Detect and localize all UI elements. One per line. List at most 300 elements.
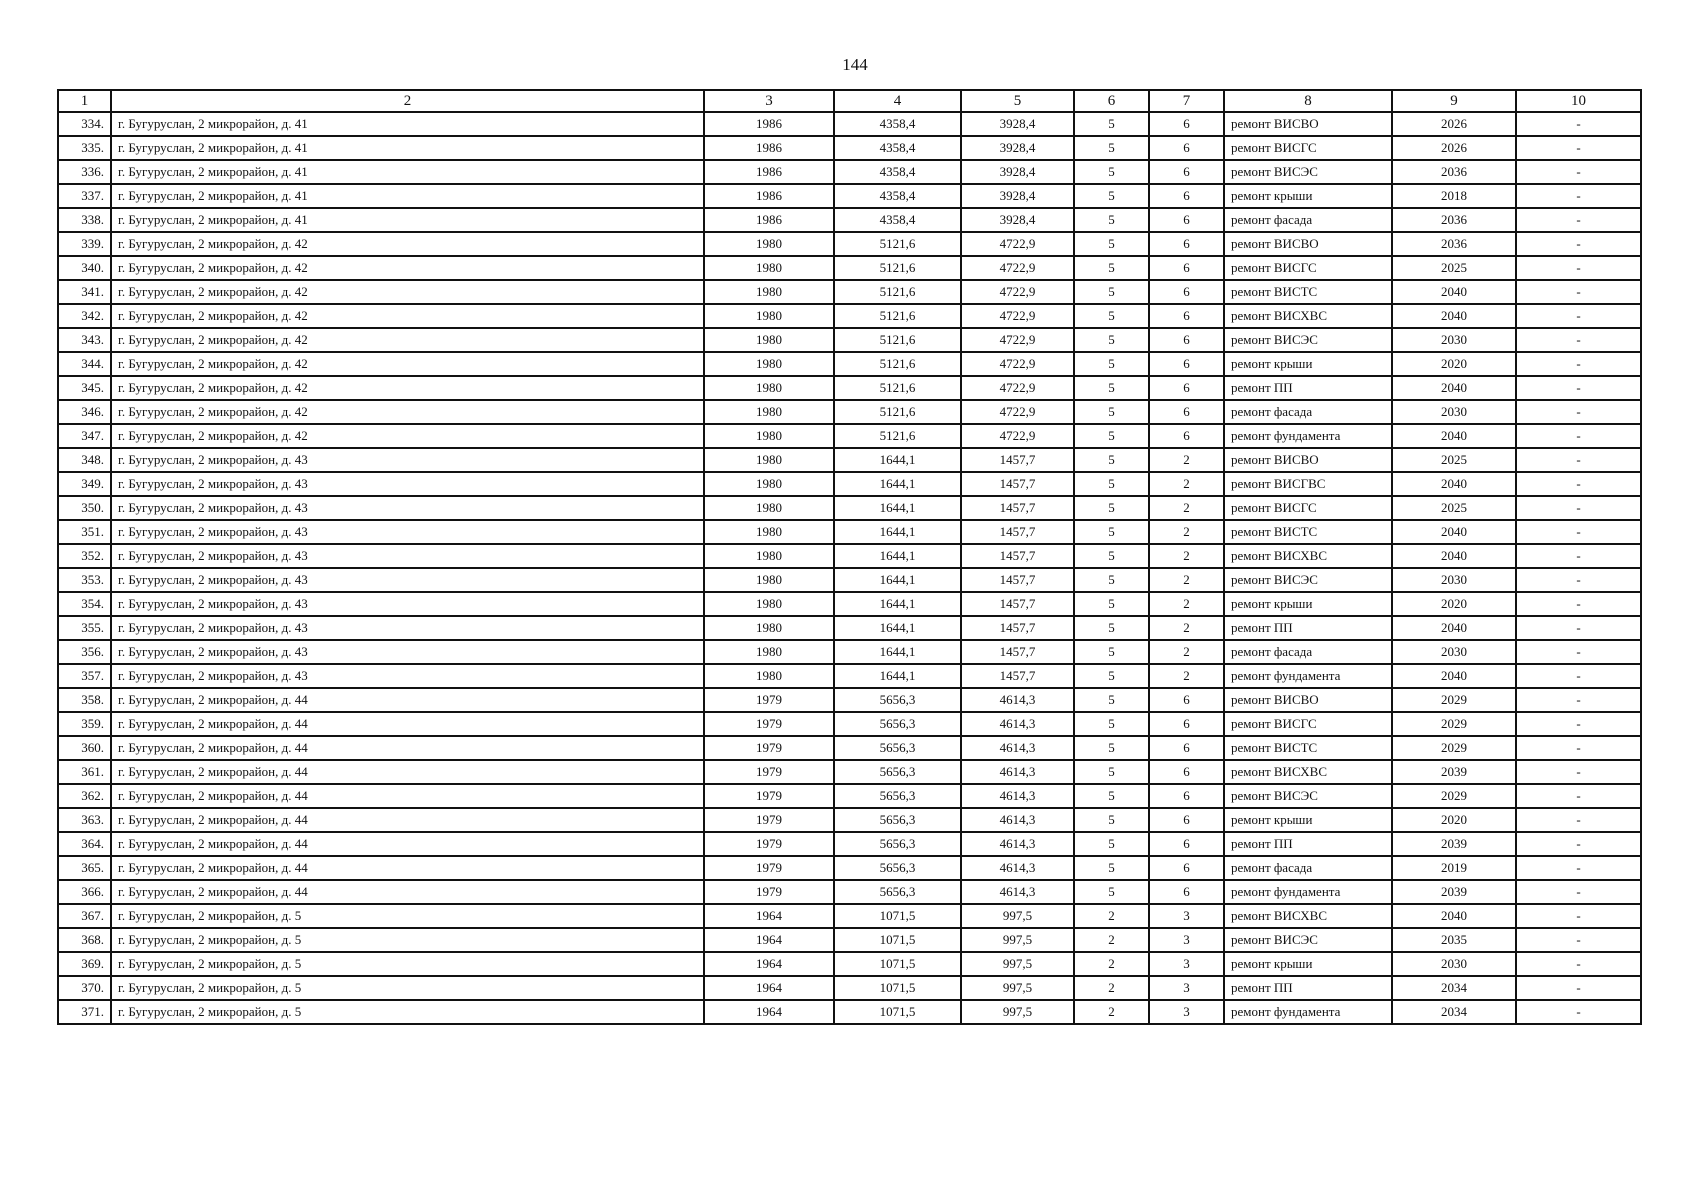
table-row bbox=[58, 688, 1641, 712]
build-year-cell: 1980 bbox=[704, 568, 834, 592]
row-number-cell: 365. bbox=[58, 856, 111, 880]
table-row bbox=[58, 592, 1641, 616]
row-number-cell: 368. bbox=[58, 928, 111, 952]
total-area-cell: 1071,5 bbox=[834, 976, 961, 1000]
note-cell: - bbox=[1516, 904, 1641, 928]
row-number-cell: 355. bbox=[58, 616, 111, 640]
build-year-cell: 1980 bbox=[704, 424, 834, 448]
note-cell: - bbox=[1516, 520, 1641, 544]
plan-year-cell: 2025 bbox=[1392, 448, 1516, 472]
work-type-cell: ремонт ПП bbox=[1224, 376, 1392, 400]
total-area-cell: 1644,1 bbox=[834, 472, 961, 496]
row-number-cell: 364. bbox=[58, 832, 111, 856]
row-number-cell: 345. bbox=[58, 376, 111, 400]
build-year-cell: 1964 bbox=[704, 952, 834, 976]
floors-cell: 5 bbox=[1074, 208, 1149, 232]
residential-area-cell: 1457,7 bbox=[961, 472, 1074, 496]
entrances-cell: 6 bbox=[1149, 352, 1224, 376]
residential-area-cell: 1457,7 bbox=[961, 448, 1074, 472]
plan-year-cell: 2030 bbox=[1392, 952, 1516, 976]
residential-area-cell: 3928,4 bbox=[961, 160, 1074, 184]
work-type-cell: ремонт ВИСВО bbox=[1224, 448, 1392, 472]
residential-area-cell: 3928,4 bbox=[961, 112, 1074, 136]
plan-year-cell: 2040 bbox=[1392, 544, 1516, 568]
table-row bbox=[58, 112, 1641, 136]
work-type-cell: ремонт ВИСТС bbox=[1224, 736, 1392, 760]
build-year-cell: 1979 bbox=[704, 784, 834, 808]
total-area-cell: 1644,1 bbox=[834, 640, 961, 664]
address-cell: г. Бугуруслан, 2 микрорайон, д. 41 bbox=[111, 136, 704, 160]
plan-year-cell: 2018 bbox=[1392, 184, 1516, 208]
address-cell: г. Бугуруслан, 2 микрорайон, д. 43 bbox=[111, 616, 704, 640]
total-area-cell: 1071,5 bbox=[834, 928, 961, 952]
plan-year-cell: 2040 bbox=[1392, 904, 1516, 928]
floors-cell: 5 bbox=[1074, 640, 1149, 664]
header-cell: 8 bbox=[1224, 90, 1392, 112]
table-row bbox=[58, 928, 1641, 952]
work-type-cell: ремонт ВИСВО bbox=[1224, 232, 1392, 256]
residential-area-cell: 4614,3 bbox=[961, 784, 1074, 808]
address-cell: г. Бугуруслан, 2 микрорайон, д. 42 bbox=[111, 256, 704, 280]
table-row bbox=[58, 424, 1641, 448]
row-number-cell: 340. bbox=[58, 256, 111, 280]
build-year-cell: 1986 bbox=[704, 112, 834, 136]
header-cell: 10 bbox=[1516, 90, 1641, 112]
row-number-cell: 356. bbox=[58, 640, 111, 664]
total-area-cell: 4358,4 bbox=[834, 136, 961, 160]
row-number-cell: 353. bbox=[58, 568, 111, 592]
build-year-cell: 1980 bbox=[704, 304, 834, 328]
table-row bbox=[58, 736, 1641, 760]
table-row bbox=[58, 184, 1641, 208]
note-cell: - bbox=[1516, 592, 1641, 616]
note-cell: - bbox=[1516, 664, 1641, 688]
entrances-cell: 6 bbox=[1149, 712, 1224, 736]
note-cell: - bbox=[1516, 352, 1641, 376]
entrances-cell: 6 bbox=[1149, 112, 1224, 136]
entrances-cell: 6 bbox=[1149, 736, 1224, 760]
total-area-cell: 1644,1 bbox=[834, 568, 961, 592]
table-body bbox=[58, 112, 1641, 1024]
plan-year-cell: 2029 bbox=[1392, 712, 1516, 736]
address-cell: г. Бугуруслан, 2 микрорайон, д. 5 bbox=[111, 1000, 704, 1024]
floors-cell: 5 bbox=[1074, 304, 1149, 328]
note-cell: - bbox=[1516, 184, 1641, 208]
entrances-cell: 6 bbox=[1149, 832, 1224, 856]
note-cell: - bbox=[1516, 760, 1641, 784]
row-number-cell: 334. bbox=[58, 112, 111, 136]
note-cell: - bbox=[1516, 808, 1641, 832]
floors-cell: 2 bbox=[1074, 976, 1149, 1000]
address-cell: г. Бугуруслан, 2 микрорайон, д. 42 bbox=[111, 304, 704, 328]
note-cell: - bbox=[1516, 640, 1641, 664]
work-type-cell: ремонт ВИСЭС bbox=[1224, 928, 1392, 952]
entrances-cell: 6 bbox=[1149, 256, 1224, 280]
note-cell: - bbox=[1516, 280, 1641, 304]
address-cell: г. Бугуруслан, 2 микрорайон, д. 5 bbox=[111, 952, 704, 976]
floors-cell: 5 bbox=[1074, 544, 1149, 568]
plan-year-cell: 2040 bbox=[1392, 304, 1516, 328]
plan-year-cell: 2030 bbox=[1392, 568, 1516, 592]
row-number-cell: 344. bbox=[58, 352, 111, 376]
floors-cell: 5 bbox=[1074, 400, 1149, 424]
plan-year-cell: 2040 bbox=[1392, 616, 1516, 640]
address-cell: г. Бугуруслан, 2 микрорайон, д. 41 bbox=[111, 160, 704, 184]
residential-area-cell: 4614,3 bbox=[961, 856, 1074, 880]
build-year-cell: 1979 bbox=[704, 832, 834, 856]
header-cell: 6 bbox=[1074, 90, 1149, 112]
plan-year-cell: 2030 bbox=[1392, 400, 1516, 424]
total-area-cell: 5656,3 bbox=[834, 712, 961, 736]
work-type-cell: ремонт ВИСГС bbox=[1224, 256, 1392, 280]
work-type-cell: ремонт ВИСХВС bbox=[1224, 760, 1392, 784]
total-area-cell: 1071,5 bbox=[834, 904, 961, 928]
total-area-cell: 5121,6 bbox=[834, 232, 961, 256]
entrances-cell: 6 bbox=[1149, 280, 1224, 304]
entrances-cell: 3 bbox=[1149, 1000, 1224, 1024]
build-year-cell: 1980 bbox=[704, 280, 834, 304]
address-cell: г. Бугуруслан, 2 микрорайон, д. 43 bbox=[111, 472, 704, 496]
row-number-cell: 347. bbox=[58, 424, 111, 448]
total-area-cell: 1644,1 bbox=[834, 592, 961, 616]
build-year-cell: 1979 bbox=[704, 736, 834, 760]
note-cell: - bbox=[1516, 976, 1641, 1000]
header-cell: 4 bbox=[834, 90, 961, 112]
table-row bbox=[58, 1000, 1641, 1024]
build-year-cell: 1980 bbox=[704, 616, 834, 640]
entrances-cell: 2 bbox=[1149, 640, 1224, 664]
address-cell: г. Бугуруслан, 2 микрорайон, д. 43 bbox=[111, 592, 704, 616]
residential-area-cell: 1457,7 bbox=[961, 616, 1074, 640]
note-cell: - bbox=[1516, 688, 1641, 712]
total-area-cell: 1644,1 bbox=[834, 448, 961, 472]
build-year-cell: 1979 bbox=[704, 760, 834, 784]
note-cell: - bbox=[1516, 424, 1641, 448]
row-number-cell: 348. bbox=[58, 448, 111, 472]
row-number-cell: 351. bbox=[58, 520, 111, 544]
work-type-cell: ремонт ВИСВО bbox=[1224, 688, 1392, 712]
work-type-cell: ремонт фундамента bbox=[1224, 1000, 1392, 1024]
address-cell: г. Бугуруслан, 2 микрорайон, д. 42 bbox=[111, 376, 704, 400]
table-row bbox=[58, 352, 1641, 376]
row-number-cell: 343. bbox=[58, 328, 111, 352]
row-number-cell: 371. bbox=[58, 1000, 111, 1024]
note-cell: - bbox=[1516, 112, 1641, 136]
address-cell: г. Бугуруслан, 2 микрорайон, д. 43 bbox=[111, 568, 704, 592]
row-number-cell: 370. bbox=[58, 976, 111, 1000]
build-year-cell: 1979 bbox=[704, 688, 834, 712]
residential-area-cell: 4614,3 bbox=[961, 736, 1074, 760]
plan-year-cell: 2040 bbox=[1392, 424, 1516, 448]
residential-area-cell: 1457,7 bbox=[961, 592, 1074, 616]
table-row bbox=[58, 856, 1641, 880]
total-area-cell: 5121,6 bbox=[834, 304, 961, 328]
work-type-cell: ремонт ВИСГС bbox=[1224, 712, 1392, 736]
plan-year-cell: 2025 bbox=[1392, 256, 1516, 280]
residential-area-cell: 1457,7 bbox=[961, 568, 1074, 592]
residential-area-cell: 997,5 bbox=[961, 928, 1074, 952]
floors-cell: 5 bbox=[1074, 136, 1149, 160]
build-year-cell: 1980 bbox=[704, 352, 834, 376]
floors-cell: 5 bbox=[1074, 688, 1149, 712]
work-type-cell: ремонт крыши bbox=[1224, 352, 1392, 376]
work-type-cell: ремонт ВИСХВС bbox=[1224, 904, 1392, 928]
residential-area-cell: 1457,7 bbox=[961, 640, 1074, 664]
total-area-cell: 4358,4 bbox=[834, 208, 961, 232]
note-cell: - bbox=[1516, 400, 1641, 424]
address-cell: г. Бугуруслан, 2 микрорайон, д. 41 bbox=[111, 208, 704, 232]
address-cell: г. Бугуруслан, 2 микрорайон, д. 43 bbox=[111, 664, 704, 688]
table-row bbox=[58, 400, 1641, 424]
build-year-cell: 1979 bbox=[704, 712, 834, 736]
plan-year-cell: 2036 bbox=[1392, 160, 1516, 184]
plan-year-cell: 2040 bbox=[1392, 520, 1516, 544]
entrances-cell: 6 bbox=[1149, 880, 1224, 904]
total-area-cell: 5121,6 bbox=[834, 280, 961, 304]
note-cell: - bbox=[1516, 160, 1641, 184]
floors-cell: 5 bbox=[1074, 592, 1149, 616]
plan-year-cell: 2036 bbox=[1392, 232, 1516, 256]
entrances-cell: 2 bbox=[1149, 496, 1224, 520]
row-number-cell: 346. bbox=[58, 400, 111, 424]
entrances-cell: 3 bbox=[1149, 976, 1224, 1000]
table-row bbox=[58, 784, 1641, 808]
floors-cell: 5 bbox=[1074, 496, 1149, 520]
address-cell: г. Бугуруслан, 2 микрорайон, д. 43 bbox=[111, 496, 704, 520]
residential-area-cell: 4614,3 bbox=[961, 688, 1074, 712]
work-type-cell: ремонт ВИСТС bbox=[1224, 520, 1392, 544]
table-row bbox=[58, 256, 1641, 280]
table-row bbox=[58, 880, 1641, 904]
table-row bbox=[58, 904, 1641, 928]
note-cell: - bbox=[1516, 544, 1641, 568]
address-cell: г. Бугуруслан, 2 микрорайон, д. 44 bbox=[111, 880, 704, 904]
plan-year-cell: 2039 bbox=[1392, 832, 1516, 856]
address-cell: г. Бугуруслан, 2 микрорайон, д. 42 bbox=[111, 424, 704, 448]
row-number-cell: 336. bbox=[58, 160, 111, 184]
work-type-cell: ремонт ПП bbox=[1224, 832, 1392, 856]
total-area-cell: 1071,5 bbox=[834, 1000, 961, 1024]
plan-year-cell: 2026 bbox=[1392, 136, 1516, 160]
residential-area-cell: 4614,3 bbox=[961, 712, 1074, 736]
build-year-cell: 1979 bbox=[704, 808, 834, 832]
note-cell: - bbox=[1516, 472, 1641, 496]
floors-cell: 5 bbox=[1074, 352, 1149, 376]
build-year-cell: 1986 bbox=[704, 160, 834, 184]
total-area-cell: 5656,3 bbox=[834, 736, 961, 760]
note-cell: - bbox=[1516, 736, 1641, 760]
address-cell: г. Бугуруслан, 2 микрорайон, д. 5 bbox=[111, 904, 704, 928]
entrances-cell: 6 bbox=[1149, 808, 1224, 832]
row-number-cell: 335. bbox=[58, 136, 111, 160]
total-area-cell: 1644,1 bbox=[834, 496, 961, 520]
entrances-cell: 2 bbox=[1149, 544, 1224, 568]
residential-area-cell: 4722,9 bbox=[961, 280, 1074, 304]
total-area-cell: 5121,6 bbox=[834, 376, 961, 400]
total-area-cell: 1644,1 bbox=[834, 544, 961, 568]
build-year-cell: 1980 bbox=[704, 640, 834, 664]
note-cell: - bbox=[1516, 136, 1641, 160]
floors-cell: 5 bbox=[1074, 112, 1149, 136]
build-year-cell: 1980 bbox=[704, 256, 834, 280]
row-number-cell: 342. bbox=[58, 304, 111, 328]
work-type-cell: ремонт фундамента bbox=[1224, 424, 1392, 448]
total-area-cell: 1644,1 bbox=[834, 616, 961, 640]
table-row bbox=[58, 280, 1641, 304]
table-row bbox=[58, 640, 1641, 664]
table-row bbox=[58, 664, 1641, 688]
work-type-cell: ремонт крыши bbox=[1224, 952, 1392, 976]
table-row bbox=[58, 328, 1641, 352]
residential-area-cell: 4722,9 bbox=[961, 400, 1074, 424]
table-row bbox=[58, 472, 1641, 496]
work-type-cell: ремонт ВИСВО bbox=[1224, 112, 1392, 136]
residential-area-cell: 4722,9 bbox=[961, 256, 1074, 280]
page-number: 144 bbox=[842, 55, 868, 74]
table-row bbox=[58, 712, 1641, 736]
residential-area-cell: 997,5 bbox=[961, 952, 1074, 976]
plan-year-cell: 2029 bbox=[1392, 736, 1516, 760]
note-cell: - bbox=[1516, 880, 1641, 904]
plan-year-cell: 2026 bbox=[1392, 112, 1516, 136]
work-type-cell: ремонт ВИСГВС bbox=[1224, 472, 1392, 496]
table-row bbox=[58, 448, 1641, 472]
work-type-cell: ремонт крыши bbox=[1224, 808, 1392, 832]
note-cell: - bbox=[1516, 712, 1641, 736]
header-cell: 2 bbox=[111, 90, 704, 112]
entrances-cell: 2 bbox=[1149, 568, 1224, 592]
entrances-cell: 2 bbox=[1149, 616, 1224, 640]
entrances-cell: 6 bbox=[1149, 232, 1224, 256]
row-number-cell: 363. bbox=[58, 808, 111, 832]
build-year-cell: 1980 bbox=[704, 592, 834, 616]
total-area-cell: 5121,6 bbox=[834, 424, 961, 448]
address-cell: г. Бугуруслан, 2 микрорайон, д. 5 bbox=[111, 928, 704, 952]
work-type-cell: ремонт фундамента bbox=[1224, 664, 1392, 688]
note-cell: - bbox=[1516, 328, 1641, 352]
total-area-cell: 5656,3 bbox=[834, 832, 961, 856]
address-cell: г. Бугуруслан, 2 микрорайон, д. 44 bbox=[111, 688, 704, 712]
plan-year-cell: 2040 bbox=[1392, 376, 1516, 400]
row-number-cell: 354. bbox=[58, 592, 111, 616]
address-cell: г. Бугуруслан, 2 микрорайон, д. 44 bbox=[111, 808, 704, 832]
work-type-cell: ремонт фасада bbox=[1224, 208, 1392, 232]
work-type-cell: ремонт ПП bbox=[1224, 976, 1392, 1000]
residential-area-cell: 1457,7 bbox=[961, 520, 1074, 544]
header-cell: 9 bbox=[1392, 90, 1516, 112]
note-cell: - bbox=[1516, 832, 1641, 856]
total-area-cell: 5656,3 bbox=[834, 688, 961, 712]
floors-cell: 2 bbox=[1074, 904, 1149, 928]
note-cell: - bbox=[1516, 568, 1641, 592]
floors-cell: 5 bbox=[1074, 856, 1149, 880]
plan-year-cell: 2029 bbox=[1392, 688, 1516, 712]
row-number-cell: 362. bbox=[58, 784, 111, 808]
plan-year-cell: 2019 bbox=[1392, 856, 1516, 880]
residential-area-cell: 4722,9 bbox=[961, 328, 1074, 352]
entrances-cell: 6 bbox=[1149, 208, 1224, 232]
plan-year-cell: 2039 bbox=[1392, 760, 1516, 784]
address-cell: г. Бугуруслан, 2 микрорайон, д. 43 bbox=[111, 640, 704, 664]
entrances-cell: 2 bbox=[1149, 448, 1224, 472]
work-type-cell: ремонт ВИСЭС bbox=[1224, 328, 1392, 352]
row-number-cell: 367. bbox=[58, 904, 111, 928]
plan-year-cell: 2029 bbox=[1392, 784, 1516, 808]
table-row bbox=[58, 232, 1641, 256]
plan-year-cell: 2034 bbox=[1392, 976, 1516, 1000]
residential-area-cell: 997,5 bbox=[961, 1000, 1074, 1024]
total-area-cell: 5121,6 bbox=[834, 352, 961, 376]
table-row bbox=[58, 976, 1641, 1000]
work-type-cell: ремонт ВИСТС bbox=[1224, 280, 1392, 304]
entrances-cell: 3 bbox=[1149, 928, 1224, 952]
total-area-cell: 5656,3 bbox=[834, 784, 961, 808]
build-year-cell: 1986 bbox=[704, 136, 834, 160]
note-cell: - bbox=[1516, 376, 1641, 400]
floors-cell: 5 bbox=[1074, 760, 1149, 784]
floors-cell: 5 bbox=[1074, 184, 1149, 208]
note-cell: - bbox=[1516, 784, 1641, 808]
floors-cell: 5 bbox=[1074, 448, 1149, 472]
build-year-cell: 1964 bbox=[704, 904, 834, 928]
plan-year-cell: 2020 bbox=[1392, 592, 1516, 616]
residential-area-cell: 4722,9 bbox=[961, 352, 1074, 376]
table-row bbox=[58, 376, 1641, 400]
residential-area-cell: 4614,3 bbox=[961, 808, 1074, 832]
row-number-cell: 341. bbox=[58, 280, 111, 304]
floors-cell: 2 bbox=[1074, 1000, 1149, 1024]
residential-area-cell: 997,5 bbox=[961, 976, 1074, 1000]
build-year-cell: 1980 bbox=[704, 376, 834, 400]
residential-area-cell: 1457,7 bbox=[961, 664, 1074, 688]
build-year-cell: 1980 bbox=[704, 232, 834, 256]
table-row bbox=[58, 616, 1641, 640]
header-cell: 3 bbox=[704, 90, 834, 112]
residential-area-cell: 3928,4 bbox=[961, 208, 1074, 232]
build-year-cell: 1980 bbox=[704, 400, 834, 424]
table-row bbox=[58, 160, 1641, 184]
header-row bbox=[58, 90, 1641, 112]
row-number-cell: 357. bbox=[58, 664, 111, 688]
address-cell: г. Бугуруслан, 2 микрорайон, д. 43 bbox=[111, 448, 704, 472]
total-area-cell: 4358,4 bbox=[834, 160, 961, 184]
build-year-cell: 1979 bbox=[704, 880, 834, 904]
header-cell: 5 bbox=[961, 90, 1074, 112]
entrances-cell: 6 bbox=[1149, 784, 1224, 808]
table-row bbox=[58, 832, 1641, 856]
row-number-cell: 350. bbox=[58, 496, 111, 520]
plan-year-cell: 2035 bbox=[1392, 928, 1516, 952]
build-year-cell: 1986 bbox=[704, 208, 834, 232]
note-cell: - bbox=[1516, 856, 1641, 880]
total-area-cell: 1644,1 bbox=[834, 664, 961, 688]
plan-year-cell: 2040 bbox=[1392, 664, 1516, 688]
floors-cell: 5 bbox=[1074, 784, 1149, 808]
row-number-cell: 366. bbox=[58, 880, 111, 904]
residential-area-cell: 1457,7 bbox=[961, 544, 1074, 568]
row-number-cell: 358. bbox=[58, 688, 111, 712]
plan-year-cell: 2020 bbox=[1392, 808, 1516, 832]
work-type-cell: ремонт ВИСГС bbox=[1224, 496, 1392, 520]
floors-cell: 5 bbox=[1074, 376, 1149, 400]
address-cell: г. Бугуруслан, 2 микрорайон, д. 42 bbox=[111, 280, 704, 304]
row-number-cell: 352. bbox=[58, 544, 111, 568]
table-row bbox=[58, 568, 1641, 592]
floors-cell: 5 bbox=[1074, 232, 1149, 256]
plan-year-cell: 2034 bbox=[1392, 1000, 1516, 1024]
total-area-cell: 4358,4 bbox=[834, 184, 961, 208]
address-cell: г. Бугуруслан, 2 микрорайон, д. 44 bbox=[111, 760, 704, 784]
